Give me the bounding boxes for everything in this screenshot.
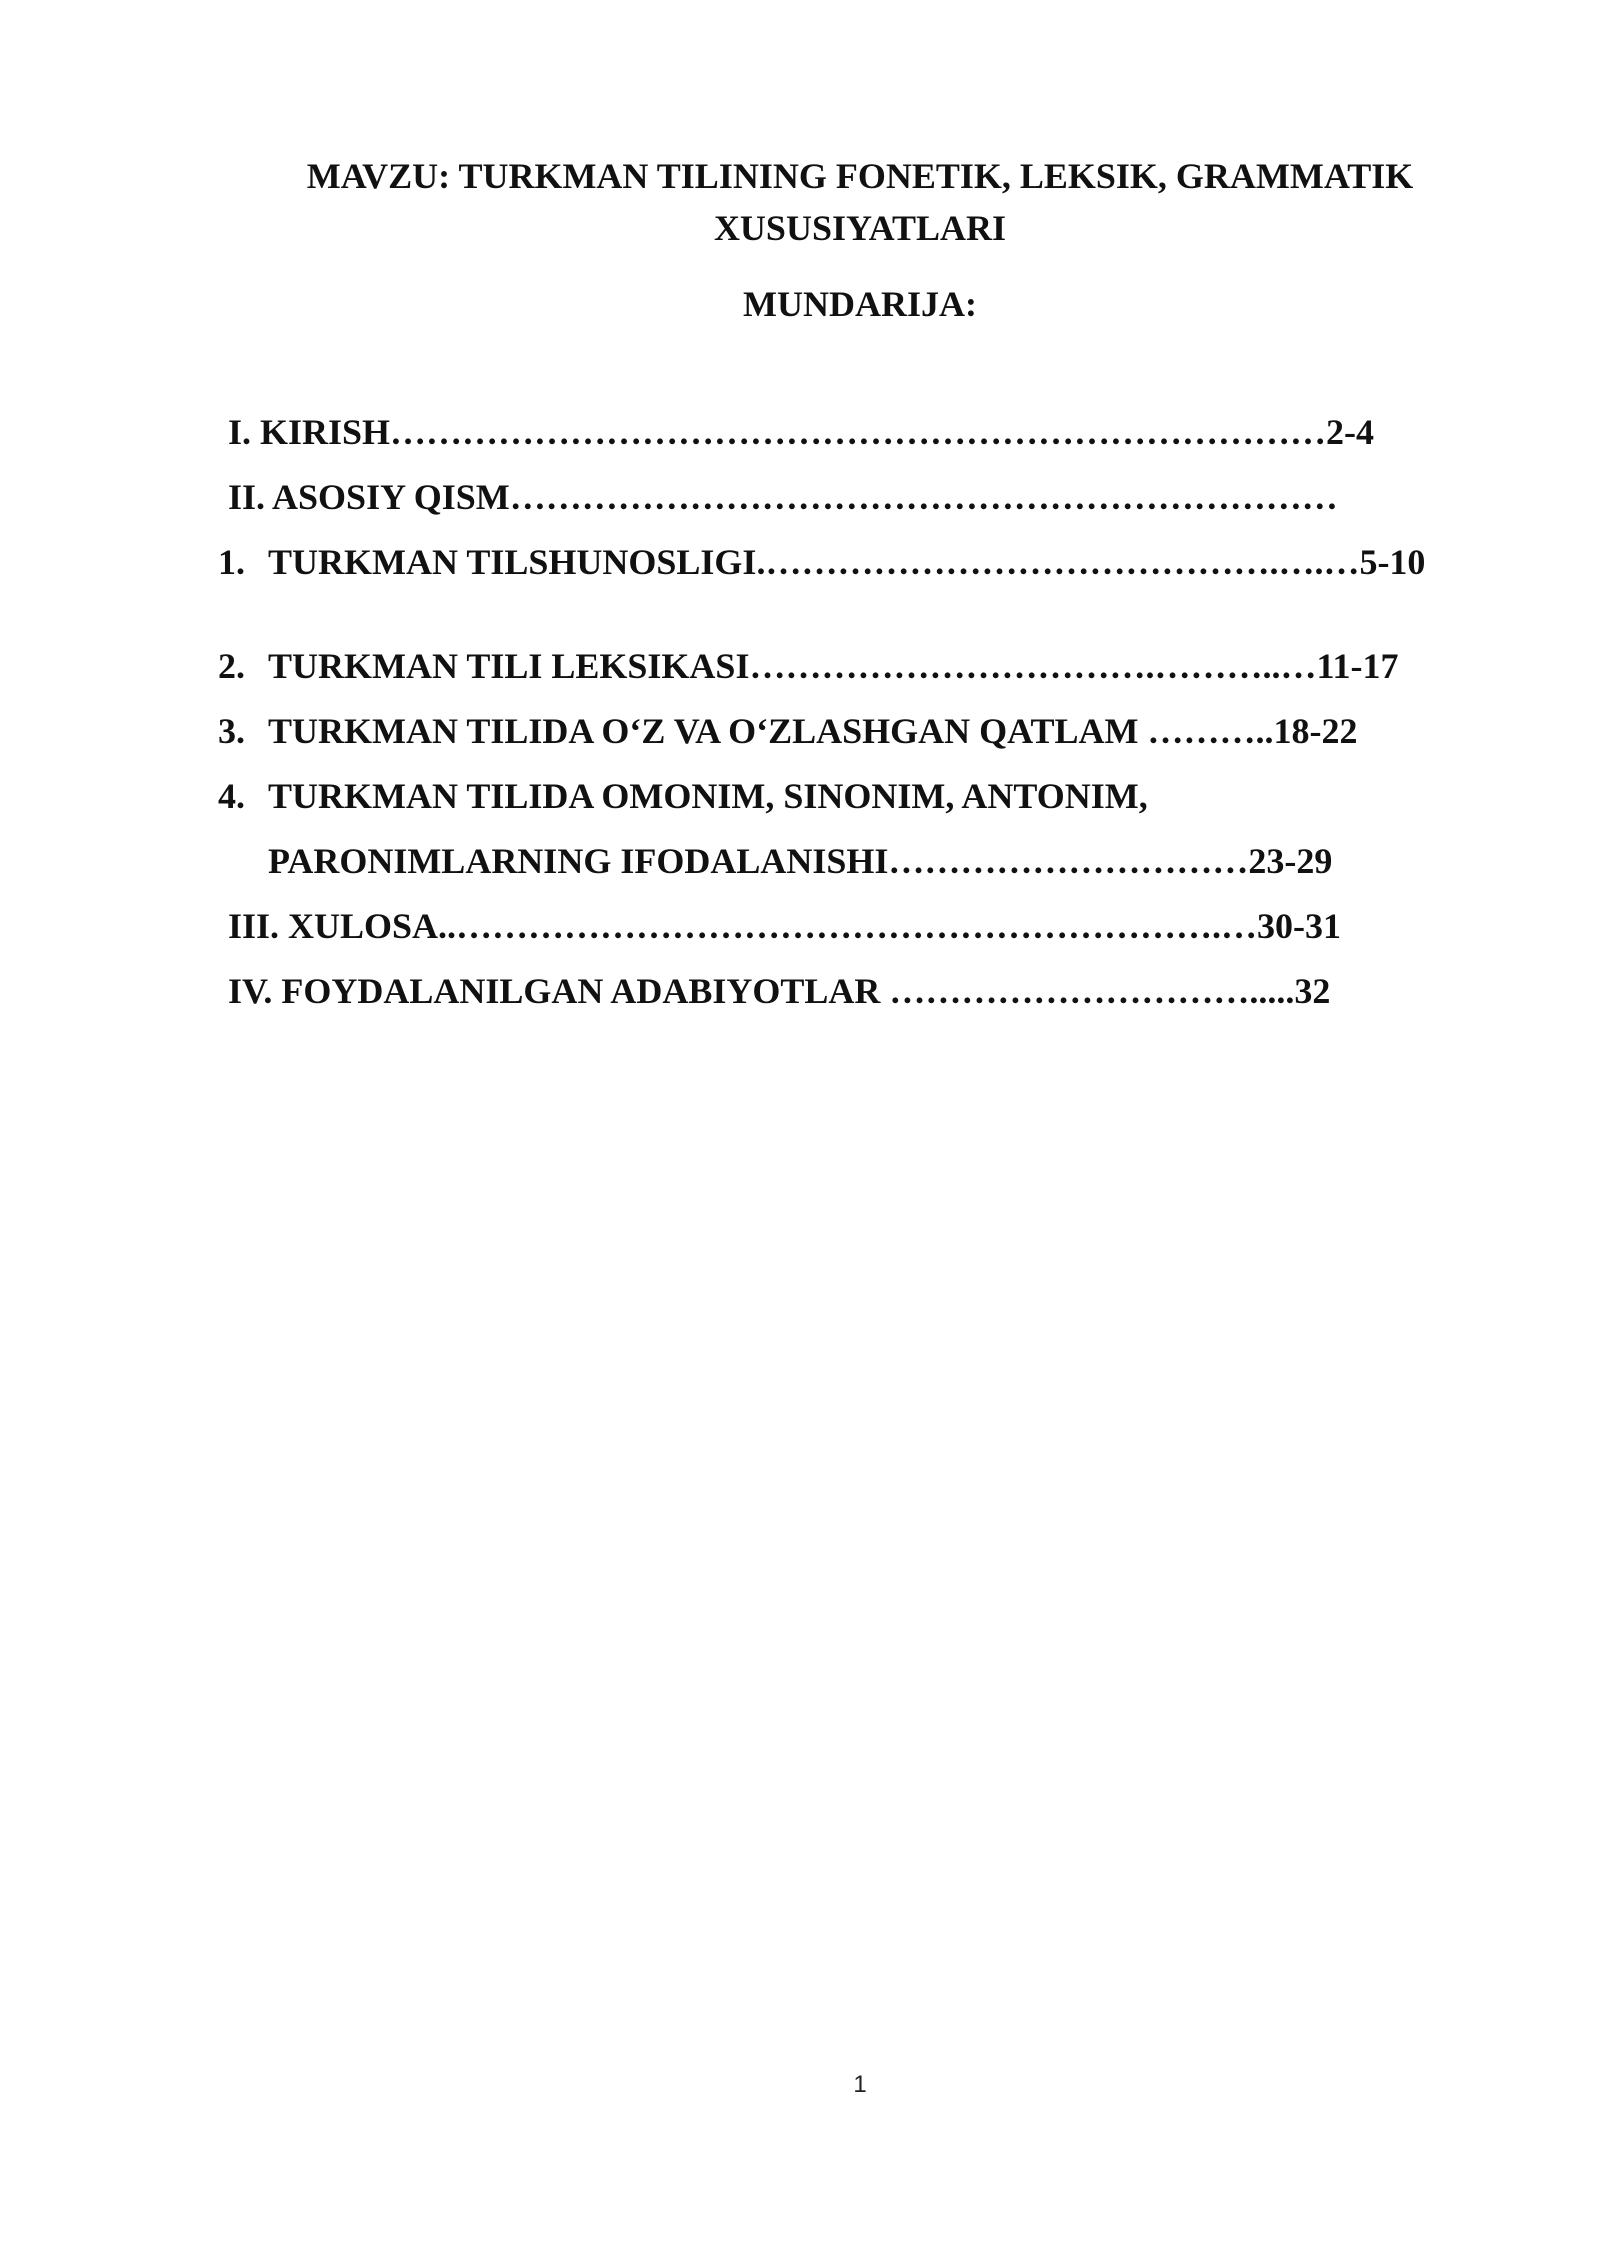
- toc-entry-omonim: [218, 772, 1148, 820]
- toc-entry-asosiy-qism: [228, 473, 1338, 521]
- toc-entry-number: 3.: [218, 711, 245, 751]
- toc-entry-text: II. ASOSIY QISM……………………………………………………………: [228, 477, 1338, 517]
- toc-entry-text: PARONIMLARNING IFODALANISHI…………………………23-29: [268, 841, 1333, 881]
- toc-entry-text: TURKMAN TILIDA OMONIM, SINONIM, ANTONIM,: [268, 776, 1148, 816]
- toc-entry-number: 1.: [218, 542, 245, 582]
- toc-entry-paronimlar: [268, 837, 1332, 885]
- toc-entry-xulosa: [228, 902, 1341, 950]
- toc-entry-tilshunosligi: [218, 538, 1425, 586]
- toc-entry-text: I. KIRISH……………………………………………………………………2-4: [228, 412, 1375, 452]
- toc-entry-qatlam: [218, 707, 1357, 755]
- page-number: 1: [853, 2071, 867, 2098]
- toc-entry-leksikasi: [218, 642, 1398, 690]
- toc-entry-adabiyotlar: [228, 967, 1330, 1015]
- document-title: MAVZU: TURKMAN TILINING FONETIK, LEKSIK, GRAMMATIK XUSUSIYATLARI: [306, 156, 1414, 248]
- toc-entry-text: III. XULOSA..……………………………………………………….…30-31: [228, 906, 1342, 946]
- toc-entry-text: TURKMAN TILIDA O‘Z VA O‘ZLASHGAN QATLAM ………..18-22: [268, 711, 1358, 751]
- toc-entry-text: IV. FOYDALANILGAN ADABIYOTLAR ………………………….....32: [228, 971, 1331, 1011]
- toc-entry-number: 2.: [218, 646, 245, 686]
- toc-entry-text: TURKMAN TILSHUNOSLIGI.…………………………………….….…5-10: [268, 542, 1426, 582]
- toc-heading: MUNDARIJA:: [743, 284, 977, 324]
- toc-entry-number: 4.: [218, 776, 245, 816]
- toc-entry-text: TURKMAN TILI LEKSIKASI…………………………….………..…11-17: [268, 646, 1399, 686]
- toc-entry-kirish: [228, 408, 1374, 456]
